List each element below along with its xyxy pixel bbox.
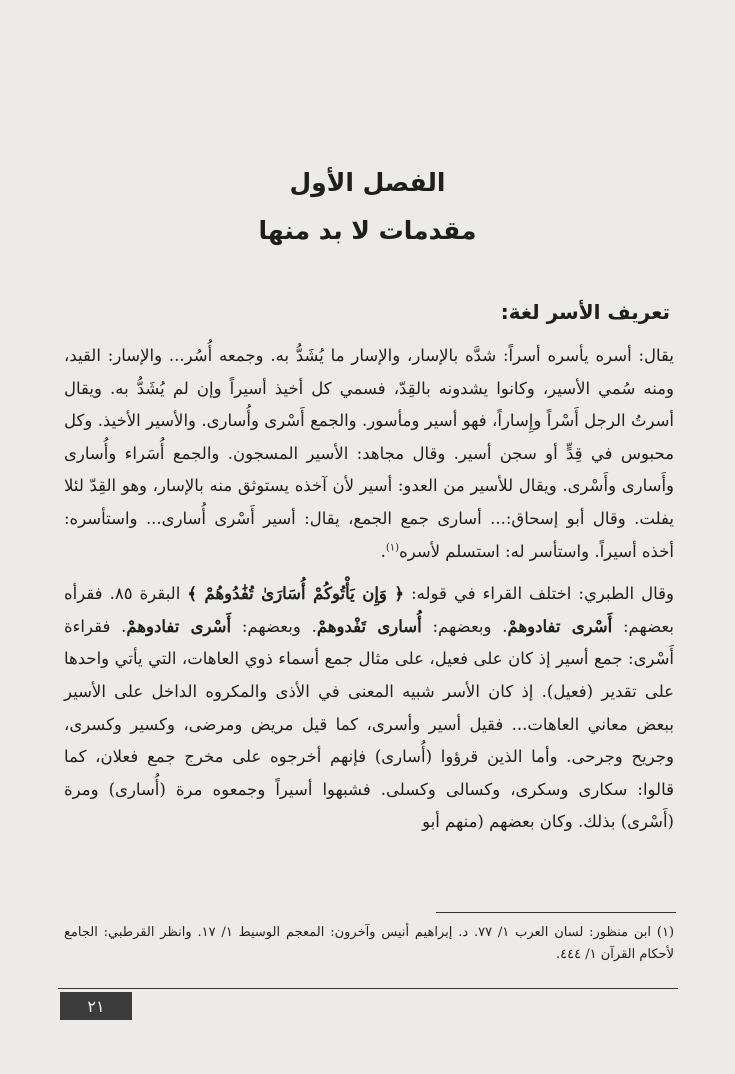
reading-variant: أَسْرى تفادوهمْ [126,616,232,636]
paragraph-text: وقال الطبري: اختلف القراء في قوله: [404,584,674,604]
paragraph-tabari [64,578,674,839]
paragraph-text: البقرة ٨٥. فقرأه بعضهم: [64,584,674,636]
paragraph-text: . فقراءة أَسْرى: جمع أسير إذ كان على فعيل، على مثال جمع أسماء ذوي العاهات، التي يأتي واحدها على تقدير (فعيل). إذ كان الأسر شبيه المعنى في الأذى والمكروه الداخل على الأسير ببعض معاني العاهات... فقيل أسير وأسرى، كما قيل مريض ومرضى، وكسير وكسرى، وجريح وجرحى. وأما الذين قرؤوا (أُسارى) فإنهم أخرجوه على مخرج جمع فعلان، كما قالوا: سكارى وسكرى، وكسالى وكسلى. فشبهوا أسيراً وجمعوه مرة (أُسارى) ومرة (أَسْرى) بذلك. وكان بعضهم (منهم أبو [64,616,674,832]
section-heading: تعريف الأسر لغة: [500,300,670,324]
footnote-separator [436,912,676,913]
paragraph-text: . وبعضهم: [421,616,508,636]
footnote: (١) ابن منظور: لسان العرب ١/ ٧٧. د. إبراهيم أنيس وآخرون: المعجم الوسيط ١/ ١٧. وانظر القرطبي: الجامع لأحكام القرآن ١/ ٤٤٤. [64,925,675,962]
reading-variant: أَسْرى تفادوهمْ [507,616,613,636]
page-number: ٢١ [60,992,132,1020]
chapter-title: الفصل الأول [289,168,446,197]
paragraph-text: . وبعضهم: [231,616,317,636]
page-bottom-rule [58,988,678,989]
footnote-reference: (١) [385,542,400,554]
chapter-subtitle: مقدمات لا بد منها [258,216,477,245]
quran-verse: ﴿ وَإِن يَأْتُوكُمْ أُسَارَىٰ تُفَٰدُوهُمْ ﴾ [187,584,405,604]
paragraph-definition: يقال: أسره يأسره أسراً: شدَّه بالإسار، والإسار ما يُشَدُّ به. وجمعه أُسُر... والإسار: القيد، ومنه سُمي الأسير، وكانوا يشدونه بالقِدّ، فسمي كل أخيذ أسيراً وإن لم يُشَدُّ به. ويقال أسرتُ الرجل أَسْراً وإِساراً، فهو أسير ومأسور. والجمع أَسْرى وأُسارى. والأسير الأخيذ. وكل محبوس في قِدٍّ أو سجن أسير. وقال مجاهد: الأسير المسجون. والجمع أُسَراء وأُسارى وأَسارى وأَسْرى. ويقال للأسير من العدو: أسير لأن آخذه يستوثق منه بالإسار، وهو القِدّ لئلا يفلت. وقال أبو إسحاق:... أسارى جمع الجمع، يقال: أسير أَسْرى أُسارى... واستأسره: أخذه أسيراً. واستأسر له: استسلم لأسره$^{(١)}$. [64,346,674,561]
body-text [64,340,674,839]
reading-variant: أُسارى تَفْدوهمْ [316,616,422,636]
paragraph-text: يقال: أسره يأسره أسراً: شدَّه بالإسار، والإسار ما يُشَدُّ به. وجمعه أُسُر... والإسار: القيد، ومنه سُمي الأسير، وكانوا يشدونه بالقِدّ، فسمي كل أخيذ أسيراً وإن لم يُشَدُّ به. ويقال أسرتُ الرجل أَسْراً وإِساراً، فهو أسير ومأسور. والجمع أَسْرى وأُسارى. والأسير الأخيذ. وكل محبوس في قِدٍّ أو سجن أسير. وقال مجاهد: الأسير المسجون. والجمع أُسَراء وأُسارى وأَسارى وأَسْرى. ويقال للأسير من العدو: أسير لأن آخذه يستوثق منه بالإسار، وهو القِدّ لئلا يفلت. وقال أبو إسحاق:... أسارى جمع الجمع، يقال: أسير أَسْرى أُسارى... واستأسره: أخذه أسيراً. واستأسر له: استسلم لأسره [64,346,674,561]
